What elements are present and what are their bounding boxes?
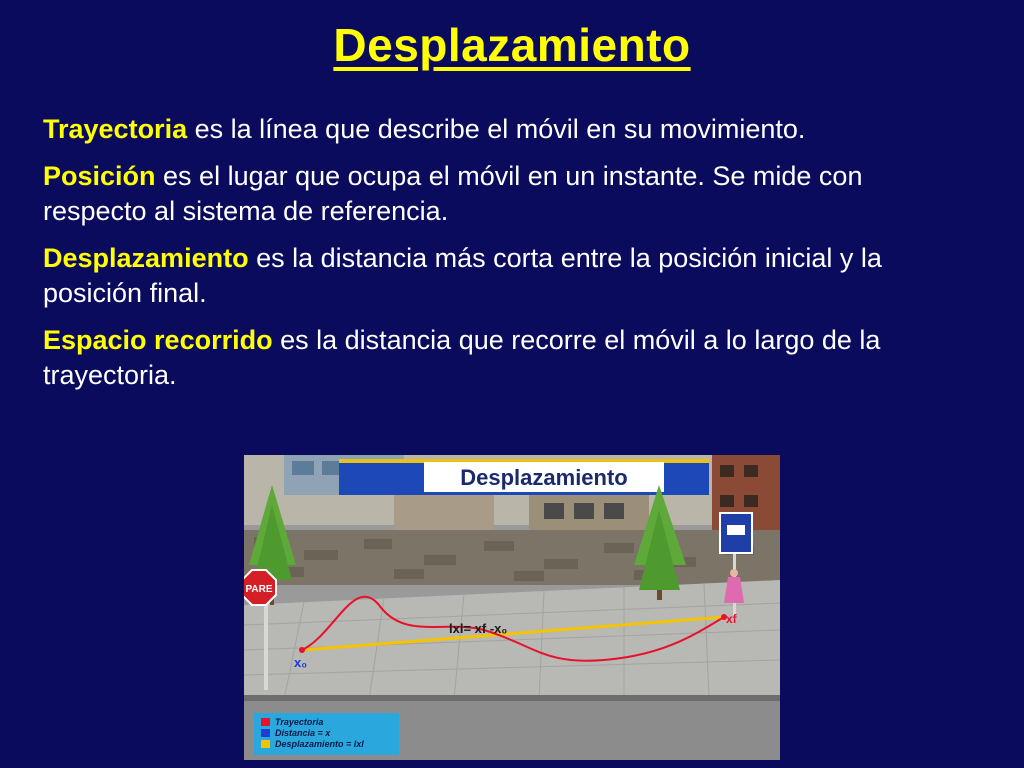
definition-text: es la línea que describe el móvil en su movimiento.	[187, 114, 806, 144]
formula-label: lxl= xf -x₀	[449, 621, 508, 636]
legend-label: Desplazamiento = lxl	[275, 739, 364, 749]
displacement-illustration	[244, 455, 780, 760]
window	[744, 495, 758, 507]
definition-espacio-recorrido	[43, 323, 973, 393]
stop-sign-text: PARE	[245, 584, 273, 595]
definition-text: es la distancia que recorre el móvil a lo largo de la trayectoria.	[43, 325, 881, 390]
definition-term: Trayectoria	[43, 114, 188, 144]
definition-text: es el lugar que ocupa el móvil en un instante. Se mide con respecto al sistema de referencia.	[43, 161, 863, 226]
legend-label: Distancia = x	[275, 728, 331, 738]
legend-swatch-distancia	[261, 729, 270, 737]
window	[720, 495, 734, 507]
curb	[244, 695, 780, 701]
window	[720, 465, 734, 477]
building-door-block	[394, 495, 494, 530]
legend-swatch-desplazamiento	[261, 740, 270, 748]
window	[544, 503, 564, 519]
slide-title: Desplazamiento	[333, 19, 691, 71]
window	[292, 461, 314, 475]
definition-term: Posición	[43, 161, 156, 191]
legend	[254, 713, 399, 755]
x0-label: x₀	[294, 655, 308, 670]
window	[574, 503, 594, 519]
definition-term: Espacio recorrido	[43, 325, 273, 355]
initial-position-marker	[299, 647, 305, 653]
window	[744, 465, 758, 477]
legend-swatch-trayectoria	[261, 718, 270, 726]
street-scene	[244, 455, 780, 760]
definitions-list	[43, 112, 973, 405]
xf-label: xf	[726, 612, 737, 626]
legend-label: Trayectoria	[275, 717, 324, 727]
definition-term: Desplazamiento	[43, 243, 249, 273]
window	[604, 503, 624, 519]
definition-text: es la distancia más corta entre la posición inicial y la posición final.	[43, 243, 882, 308]
definition-desplazamiento	[43, 241, 973, 311]
definition-trayectoria	[43, 112, 973, 147]
banner-text: Desplazamiento	[460, 465, 628, 490]
definition-posicion	[43, 159, 973, 229]
